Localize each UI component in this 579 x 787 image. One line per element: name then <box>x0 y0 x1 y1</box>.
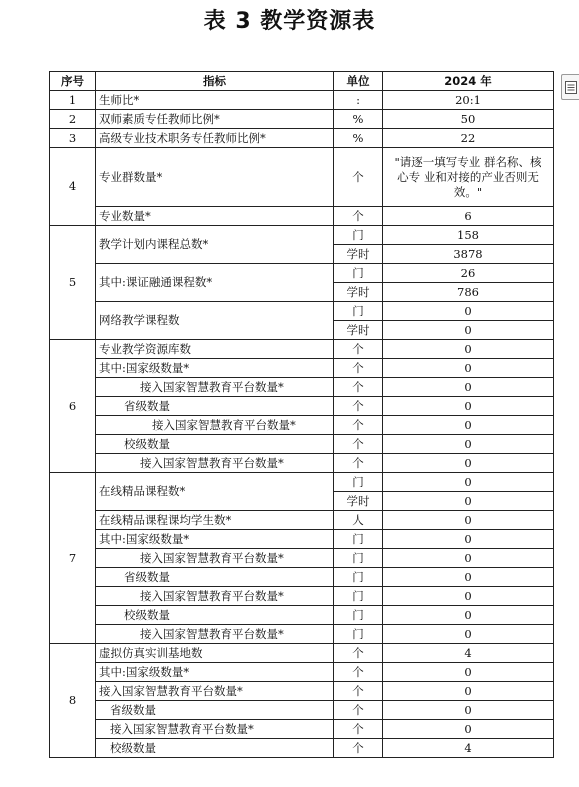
row-unit: 门 <box>334 568 383 587</box>
row-unit: 门 <box>334 473 383 492</box>
row-seq: 8 <box>50 644 96 758</box>
row-unit: 个 <box>334 416 383 435</box>
row-value: 0 <box>383 359 554 378</box>
row-value: 0 <box>383 378 554 397</box>
table-row <box>50 207 554 226</box>
row-unit: 门 <box>334 226 383 245</box>
header-year: 2024 年 <box>383 72 554 91</box>
side-panel-toggle-button[interactable] <box>561 74 579 100</box>
row-unit: 学时 <box>334 283 383 302</box>
table-row <box>50 625 554 644</box>
row-value: 0 <box>383 321 554 340</box>
row-unit: 个 <box>334 644 383 663</box>
row-indicator: 接入国家智慧教育平台数量* <box>96 587 334 606</box>
row-seq: 6 <box>50 340 96 473</box>
row-indicator: 校级数量 <box>96 435 334 454</box>
row-value: 4 <box>383 739 554 758</box>
row-indicator: 其中:国家级数量* <box>96 359 334 378</box>
row-seq: 1 <box>50 91 96 110</box>
row-value: 0 <box>383 340 554 359</box>
table-row <box>50 701 554 720</box>
row-value: 6 <box>383 207 554 226</box>
row-indicator: 教学计划内课程总数* <box>96 226 334 264</box>
table-row <box>50 435 554 454</box>
table-row <box>50 606 554 625</box>
row-value: 4 <box>383 644 554 663</box>
table-row <box>50 378 554 397</box>
row-seq: 3 <box>50 129 96 148</box>
row-indicator: 接入国家智慧教育平台数量* <box>96 549 334 568</box>
header-seq: 序号 <box>50 72 96 91</box>
row-indicator: 接入国家智慧教育平台数量* <box>96 416 334 435</box>
row-unit: 个 <box>334 682 383 701</box>
table-row <box>50 110 554 129</box>
table-row <box>50 302 554 321</box>
table-row <box>50 416 554 435</box>
row-indicator: 省级数量 <box>96 397 334 416</box>
table-row <box>50 473 554 492</box>
row-value: 50 <box>383 110 554 129</box>
header-indicator: 指标 <box>96 72 334 91</box>
row-unit: 门 <box>334 549 383 568</box>
row-unit: % <box>334 110 383 129</box>
row-seq: 2 <box>50 110 96 129</box>
row-indicator: 专业数量* <box>96 207 334 226</box>
row-unit: 门 <box>334 625 383 644</box>
table-row <box>50 129 554 148</box>
row-indicator: 专业群数量* <box>96 148 334 207</box>
row-value: 786 <box>383 283 554 302</box>
row-unit: 门 <box>334 264 383 283</box>
row-value: 0 <box>383 568 554 587</box>
row-seq: 7 <box>50 473 96 644</box>
row-value: 0 <box>383 511 554 530</box>
table-row <box>50 340 554 359</box>
row-value: 0 <box>383 701 554 720</box>
row-value: 0 <box>383 473 554 492</box>
row-indicator: 校级数量 <box>96 739 334 758</box>
table-row <box>50 530 554 549</box>
row-value: 0 <box>383 663 554 682</box>
row-value: 0 <box>383 492 554 511</box>
row-value: 0 <box>383 625 554 644</box>
row-indicator: 接入国家智慧教育平台数量* <box>96 378 334 397</box>
row-value: 0 <box>383 720 554 739</box>
row-unit: 个 <box>334 207 383 226</box>
table-row <box>50 148 554 207</box>
row-unit: 个 <box>334 378 383 397</box>
row-unit: 个 <box>334 435 383 454</box>
row-indicator: 在线精品课程数* <box>96 473 334 511</box>
row-unit: 个 <box>334 454 383 473</box>
row-value: 0 <box>383 397 554 416</box>
row-indicator: 省级数量 <box>96 701 334 720</box>
table-row <box>50 644 554 663</box>
table-row <box>50 682 554 701</box>
table-row <box>50 739 554 758</box>
table-row <box>50 226 554 245</box>
row-unit: 个 <box>334 340 383 359</box>
table-row <box>50 587 554 606</box>
row-value: 0 <box>383 606 554 625</box>
row-indicator: 接入国家智慧教育平台数量* <box>96 625 334 644</box>
row-unit: 人 <box>334 511 383 530</box>
table-row <box>50 720 554 739</box>
row-value: 0 <box>383 549 554 568</box>
row-value: 0 <box>383 682 554 701</box>
row-indicator: 接入国家智慧教育平台数量* <box>96 720 334 739</box>
table-header-row <box>50 72 554 91</box>
table-row <box>50 568 554 587</box>
row-value: 0 <box>383 416 554 435</box>
row-value: 0 <box>383 587 554 606</box>
row-unit: % <box>334 129 383 148</box>
row-seq: 5 <box>50 226 96 340</box>
row-indicator: 省级数量 <box>96 568 334 587</box>
row-indicator: 接入国家智慧教育平台数量* <box>96 454 334 473</box>
table-row <box>50 454 554 473</box>
table-row <box>50 264 554 283</box>
table-row <box>50 663 554 682</box>
row-unit: 个 <box>334 701 383 720</box>
row-unit: 个 <box>334 397 383 416</box>
header-unit: 单位 <box>334 72 383 91</box>
row-value-note: "请逐一填写专业 群名称、核心专 业和对接的产业否则无效。" <box>383 148 554 207</box>
row-indicator: 高级专业技术职务专任教师比例* <box>96 129 334 148</box>
row-indicator: 校级数量 <box>96 606 334 625</box>
row-indicator: 生师比* <box>96 91 334 110</box>
row-indicator: 其中:国家级数量* <box>96 530 334 549</box>
row-indicator: 专业教学资源库数 <box>96 340 334 359</box>
row-unit: 个 <box>334 739 383 758</box>
row-value: 20:1 <box>383 91 554 110</box>
row-indicator: 其中:国家级数量* <box>96 663 334 682</box>
row-unit: 门 <box>334 530 383 549</box>
teaching-resources-table <box>49 71 554 758</box>
row-indicator: 在线精品课程课均学生数* <box>96 511 334 530</box>
list-panel-icon <box>565 81 577 94</box>
row-unit: 个 <box>334 720 383 739</box>
row-unit: 学时 <box>334 321 383 340</box>
table-row <box>50 397 554 416</box>
row-unit: 门 <box>334 606 383 625</box>
row-value: 0 <box>383 454 554 473</box>
row-unit: 个 <box>334 663 383 682</box>
row-value: 22 <box>383 129 554 148</box>
table-row <box>50 511 554 530</box>
row-indicator: 双师素质专任教师比例* <box>96 110 334 129</box>
row-unit: 个 <box>334 359 383 378</box>
row-value: 0 <box>383 435 554 454</box>
row-unit: 学时 <box>334 492 383 511</box>
row-unit: 学时 <box>334 245 383 264</box>
row-value: 158 <box>383 226 554 245</box>
row-value: 3878 <box>383 245 554 264</box>
row-indicator: 其中:课证融通课程数* <box>96 264 334 302</box>
table-row <box>50 91 554 110</box>
row-unit: 门 <box>334 587 383 606</box>
table-row <box>50 359 554 378</box>
table-row <box>50 549 554 568</box>
document-title: 表 3 教学资源表 <box>203 9 376 34</box>
row-value: 0 <box>383 302 554 321</box>
row-value: 26 <box>383 264 554 283</box>
row-indicator: 接入国家智慧教育平台数量* <box>96 682 334 701</box>
row-unit: 个 <box>334 148 383 207</box>
row-indicator: 虚拟仿真实训基地数 <box>96 644 334 663</box>
row-value: 0 <box>383 530 554 549</box>
row-unit: : <box>334 91 383 110</box>
row-seq: 4 <box>50 148 96 226</box>
row-indicator: 网络教学课程数 <box>96 302 334 340</box>
row-unit: 门 <box>334 302 383 321</box>
